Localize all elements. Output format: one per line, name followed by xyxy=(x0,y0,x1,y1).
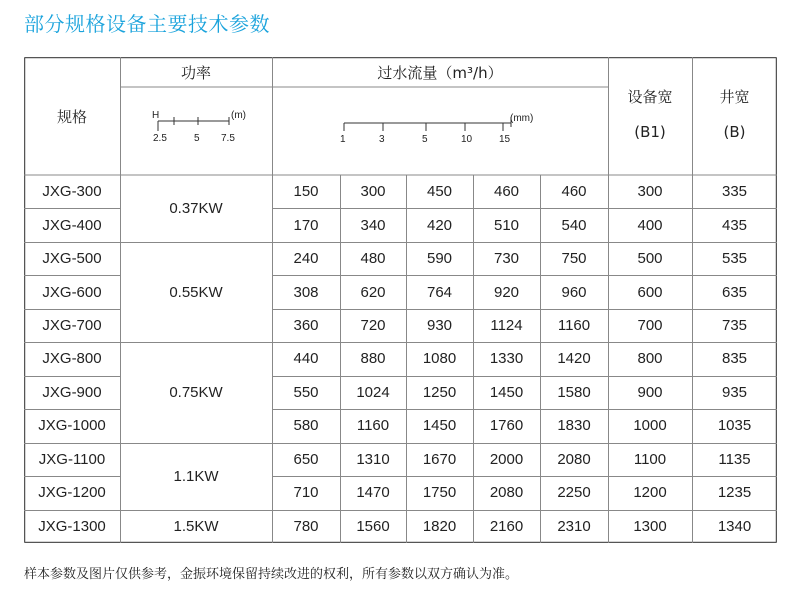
flow-cell: 764 xyxy=(426,283,453,301)
flow-cell: 960 xyxy=(561,283,587,301)
flow-cell: 300 xyxy=(360,183,386,201)
flow-cell: 1450 xyxy=(422,417,457,435)
flow-cell: 1160 xyxy=(557,317,591,335)
flow-cell: 2080 xyxy=(557,450,591,468)
flow-cell: 2000 xyxy=(489,450,524,468)
spec-cell: JXG-1300 xyxy=(38,517,106,535)
power-cell: 0.55KW xyxy=(169,283,223,301)
spec-table xyxy=(24,57,777,543)
flow-cell: 2310 xyxy=(557,517,591,535)
width-cell: 1100 xyxy=(633,450,667,468)
flow-cell: 1450 xyxy=(489,383,524,401)
flow-cell: 2080 xyxy=(489,484,524,502)
width-cell: 300 xyxy=(637,183,663,201)
spec-cell: JXG-600 xyxy=(42,283,102,301)
flow-cell: 730 xyxy=(493,250,520,268)
flow-cell: 460 xyxy=(561,183,587,201)
flow-scale-tick-label: 1 xyxy=(340,134,346,145)
flow-cell: 710 xyxy=(293,484,319,502)
flow-cell: 1124 xyxy=(490,317,523,335)
flow-scale-tick-label: 10 xyxy=(461,134,473,145)
spec-cell: JXG-400 xyxy=(42,216,102,234)
width-cell: 900 xyxy=(637,383,663,401)
width-cell: 1000 xyxy=(633,417,667,435)
flow-scale-tick-label: 15 xyxy=(499,134,511,145)
footnote: 样本参数及图片仅供参考，金振环境保留持续改进的权利，所有参数以双方确认为准。 xyxy=(24,567,519,582)
flow-cell: 930 xyxy=(426,317,453,335)
flow-cell: 920 xyxy=(493,283,520,301)
flow-cell: 1830 xyxy=(557,417,591,435)
spec-cell: JXG-1200 xyxy=(38,484,106,502)
header-well-sub: (B) xyxy=(723,123,746,141)
flow-scale-tick-label: 5 xyxy=(422,134,428,145)
flow-cell: 1820 xyxy=(422,517,457,535)
flow-cell: 1250 xyxy=(422,383,457,401)
width-cell: 1200 xyxy=(633,484,667,502)
header-spec: 规格 xyxy=(56,107,87,126)
well-cell: 435 xyxy=(721,216,748,234)
power-scale-unit: (m) xyxy=(231,110,246,121)
flow-cell: 880 xyxy=(360,350,386,368)
flow-cell: 1670 xyxy=(422,450,457,468)
flow-cell: 1750 xyxy=(422,484,457,502)
flow-cell: 2250 xyxy=(557,484,591,502)
header-flow: 过水流量（m³/h） xyxy=(377,63,503,82)
flow-cell: 440 xyxy=(293,350,319,368)
flow-cell: 1580 xyxy=(557,383,591,401)
well-cell: 635 xyxy=(721,283,748,301)
well-cell: 535 xyxy=(721,250,748,268)
flow-cell: 420 xyxy=(426,216,453,234)
header-width-sub: (B1) xyxy=(634,123,666,141)
header-well: 井宽 xyxy=(719,87,750,106)
flow-cell: 1024 xyxy=(356,383,390,401)
flow-cell: 360 xyxy=(293,317,319,335)
width-cell: 700 xyxy=(637,317,663,335)
power-cell: 1.1KW xyxy=(173,467,219,485)
flow-cell: 550 xyxy=(293,383,319,401)
power-scale-tick-label: 5 xyxy=(194,133,200,144)
spec-cell: JXG-1000 xyxy=(38,417,106,435)
flow-cell: 150 xyxy=(293,183,319,201)
power-cell: 1.5KW xyxy=(173,517,219,535)
flow-cell: 480 xyxy=(360,250,386,268)
flow-cell: 510 xyxy=(493,216,520,234)
flow-cell: 650 xyxy=(293,450,319,468)
spec-cell: JXG-700 xyxy=(42,317,102,335)
flow-scale-unit: (mm) xyxy=(510,113,534,124)
well-cell: 1340 xyxy=(717,517,752,535)
flow-cell: 460 xyxy=(493,183,520,201)
well-cell: 835 xyxy=(721,350,748,368)
well-cell: 335 xyxy=(721,183,748,201)
width-cell: 800 xyxy=(637,350,663,368)
flow-cell: 2160 xyxy=(489,517,524,535)
width-cell: 400 xyxy=(637,216,663,234)
flow-cell: 1160 xyxy=(356,417,390,435)
flow-cell: 1420 xyxy=(557,350,591,368)
header-power: 功率 xyxy=(180,63,211,82)
flow-cell: 1560 xyxy=(356,517,390,535)
power-scale-h-label: H xyxy=(152,110,160,121)
header-width: 设备宽 xyxy=(627,87,673,106)
spec-cell: JXG-900 xyxy=(42,383,102,401)
flow-cell: 620 xyxy=(360,283,386,301)
well-cell: 1235 xyxy=(717,484,752,502)
flow-cell: 1080 xyxy=(422,350,457,368)
flow-cell: 720 xyxy=(360,317,386,335)
power-cell: 0.37KW xyxy=(169,199,223,217)
flow-cell: 540 xyxy=(561,216,587,234)
spec-cell: JXG-800 xyxy=(42,350,102,368)
well-cell: 1135 xyxy=(718,450,751,468)
flow-cell: 590 xyxy=(426,250,453,268)
flow-cell: 450 xyxy=(426,183,453,201)
flow-cell: 1310 xyxy=(356,450,390,468)
spec-cell: JXG-1100 xyxy=(38,450,106,468)
width-cell: 600 xyxy=(637,283,663,301)
flow-cell: 1760 xyxy=(489,417,524,435)
flow-cell: 580 xyxy=(293,417,319,435)
well-cell: 1035 xyxy=(717,417,752,435)
page-title: 部分规格设备主要技术参数 xyxy=(24,12,270,36)
spec-cell: JXG-500 xyxy=(42,250,102,268)
power-scale-tick-label: 7.5 xyxy=(221,133,235,144)
flow-cell: 1330 xyxy=(489,350,524,368)
flow-cell: 340 xyxy=(360,216,386,234)
power-scale-tick-label: 2.5 xyxy=(153,133,167,144)
flow-cell: 308 xyxy=(293,283,319,301)
flow-cell: 750 xyxy=(561,250,587,268)
flow-cell: 780 xyxy=(293,517,319,535)
flow-cell: 240 xyxy=(293,250,319,268)
power-cell: 0.75KW xyxy=(169,383,223,401)
flow-scale-tick-label: 3 xyxy=(379,134,385,145)
spec-cell: JXG-300 xyxy=(42,183,102,201)
width-cell: 1300 xyxy=(633,517,667,535)
width-cell: 500 xyxy=(637,250,663,268)
flow-cell: 170 xyxy=(293,216,319,234)
flow-cell: 1470 xyxy=(356,484,390,502)
well-cell: 935 xyxy=(721,383,748,401)
well-cell: 735 xyxy=(721,317,748,335)
